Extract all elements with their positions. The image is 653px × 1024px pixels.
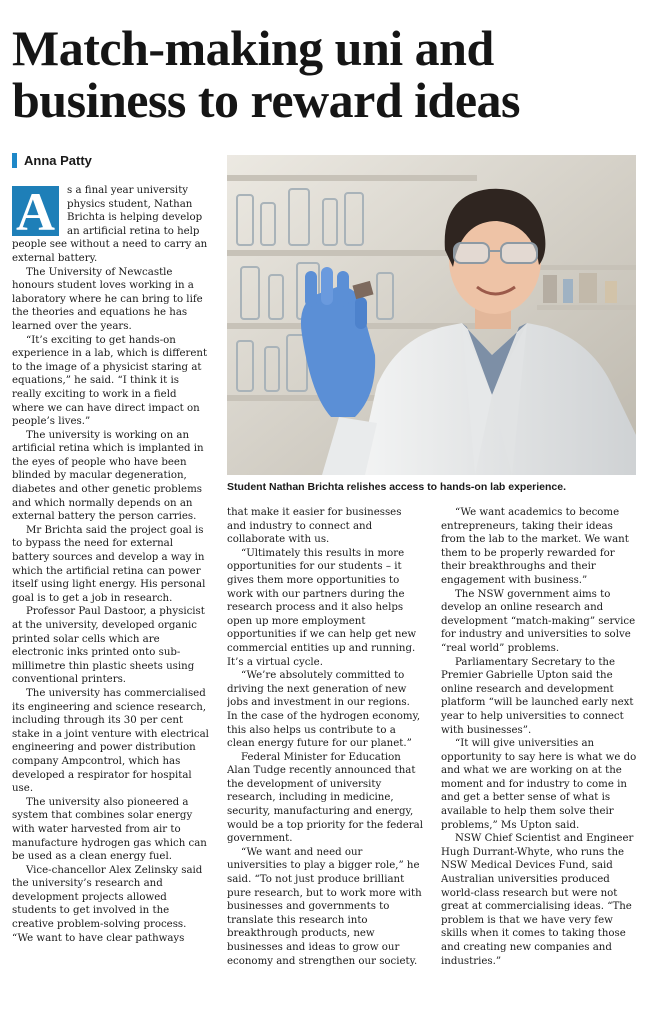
paragraph: Parliamentary Secretary to the Premier Gabrielle Upton said the online research and development platform “will be launched early next year to help universities to connect with businesses”.: [441, 656, 634, 736]
paragraph: “We want and need our universities to play a bigger role,” he said. “To not just produce brilliant pure research, but to work more with businesses and governments to translate this research into breakthrough products, new businesses and ideas to grow our economy and strengthen our society.: [227, 846, 422, 967]
lead-paragraph: [12, 184, 210, 266]
paragraph: “It’s exciting to get hands-on experience in a lab, which is different to the image of a physicist staring at equations,” he said. “I think it is really exciting to work in a field where we can have direct impact on people’s lives.”: [12, 334, 208, 428]
photo-caption: Student Nathan Brichta relishes access to hands-on lab experience.: [227, 481, 567, 493]
byline-author: Anna Patty: [24, 152, 92, 168]
paragraph: Professor Paul Dastoor, a physicist at the university, developed organic printed solar cells which are electronic inks printed onto sub-millimetre thin plastic sheets using conventional printers.: [12, 606, 205, 686]
paragraph: The university has commercialised its engineering and science research, including through its 30 per cent stake in a joint venture with electrical engineering and power distribution company Ampcontrol, which has developed a respirator for hospital use.: [12, 687, 209, 795]
paragraph: Federal Minister for Education Alan Tudge recently announced that the development of university research, including in medicine, security, manufacturing and energy, would be a top priority for the federal government.: [227, 751, 423, 845]
paragraph: “It will give universities an opportunity to say here is what we do and what we are working on at the moment and for industry to come in and get a better sense of what is available to help them solve their problems,” Ms Upton said.: [441, 738, 637, 831]
article-photo: [227, 155, 636, 475]
paragraph: “Ultimately this results in more opportunities for our students – it gives them more opportunities to work with our partners during the research process and it also helps open up more employment opportunities if we can help get new commercial entities up and running. It’s a virtual cycle.: [227, 547, 417, 668]
paragraph: “We want academics to become entrepreneurs, taking their ideas from the lab to the market. We want them to be properly rewarded for their breakthroughs and their engagement with business.”: [441, 507, 629, 586]
paragraph: The university also pioneered a system that combines solar energy with water harvested from air to manufacture hydrogen gas which can be used as a clean energy fuel.: [12, 796, 207, 863]
drop-cap: A: [12, 186, 59, 236]
byline-accent-bar: [12, 153, 17, 168]
article-column-1: [12, 184, 210, 1014]
paragraph: The NSW government aims to develop an online research and development “match-making” service for industry and universities to solve “real world” problems.: [441, 588, 636, 654]
byline: [12, 152, 92, 168]
paragraph: The University of Newcastle honours student loves working in a laboratory where he can bring to life the theories and equations he has learned over the years.: [12, 266, 203, 332]
paragraph: “We’re absolutely committed to driving the next generation of new jobs and investment in our regions. In the case of the hydrogen economy, this also helps us contribute to a clean energy future for our planet.”: [227, 670, 421, 750]
article-column-3: [441, 506, 637, 1014]
paragraph: Vice-chancellor Alex Zelinsky said the university’s research and development projects allowed students to get involved in the creative problem-solving process. “We want to have clear pathways: [12, 864, 203, 944]
paragraph: NSW Chief Scientist and Engineer Hugh Durrant-Whyte, who runs the NSW Medical Devices Fund, said Australian universities produced world-class research but were not great at commercialising ideas. “The problem is that we have very few skills when it comes to taking those and creating new companies and industries.”: [441, 833, 634, 967]
headline: Match-making uni and business to reward ideas: [12, 20, 520, 128]
lab-photo-illustration: [227, 155, 636, 475]
paragraph: Mr Brichta said the project goal is to bypass the need for external battery sources and develop a way in which the artificial retina can power itself using light energy. His personal goal is to get a job in research.: [12, 524, 206, 604]
lead-text: s a final year university physics student, Nathan Brichta is helping develop an artificial retina to help people see without a need to carry an external battery.: [12, 185, 208, 264]
article-column-2: [227, 506, 423, 1014]
paragraph: that make it easier for businesses and industry to connect and collaborate with us.: [227, 507, 402, 546]
paragraph: The university is working on an artificial retina which is implanted in the eyes of people who have been blinded by macular degeneration, diabetes and other genetic problems and which normally depends on an external battery the person carries.: [12, 429, 204, 523]
